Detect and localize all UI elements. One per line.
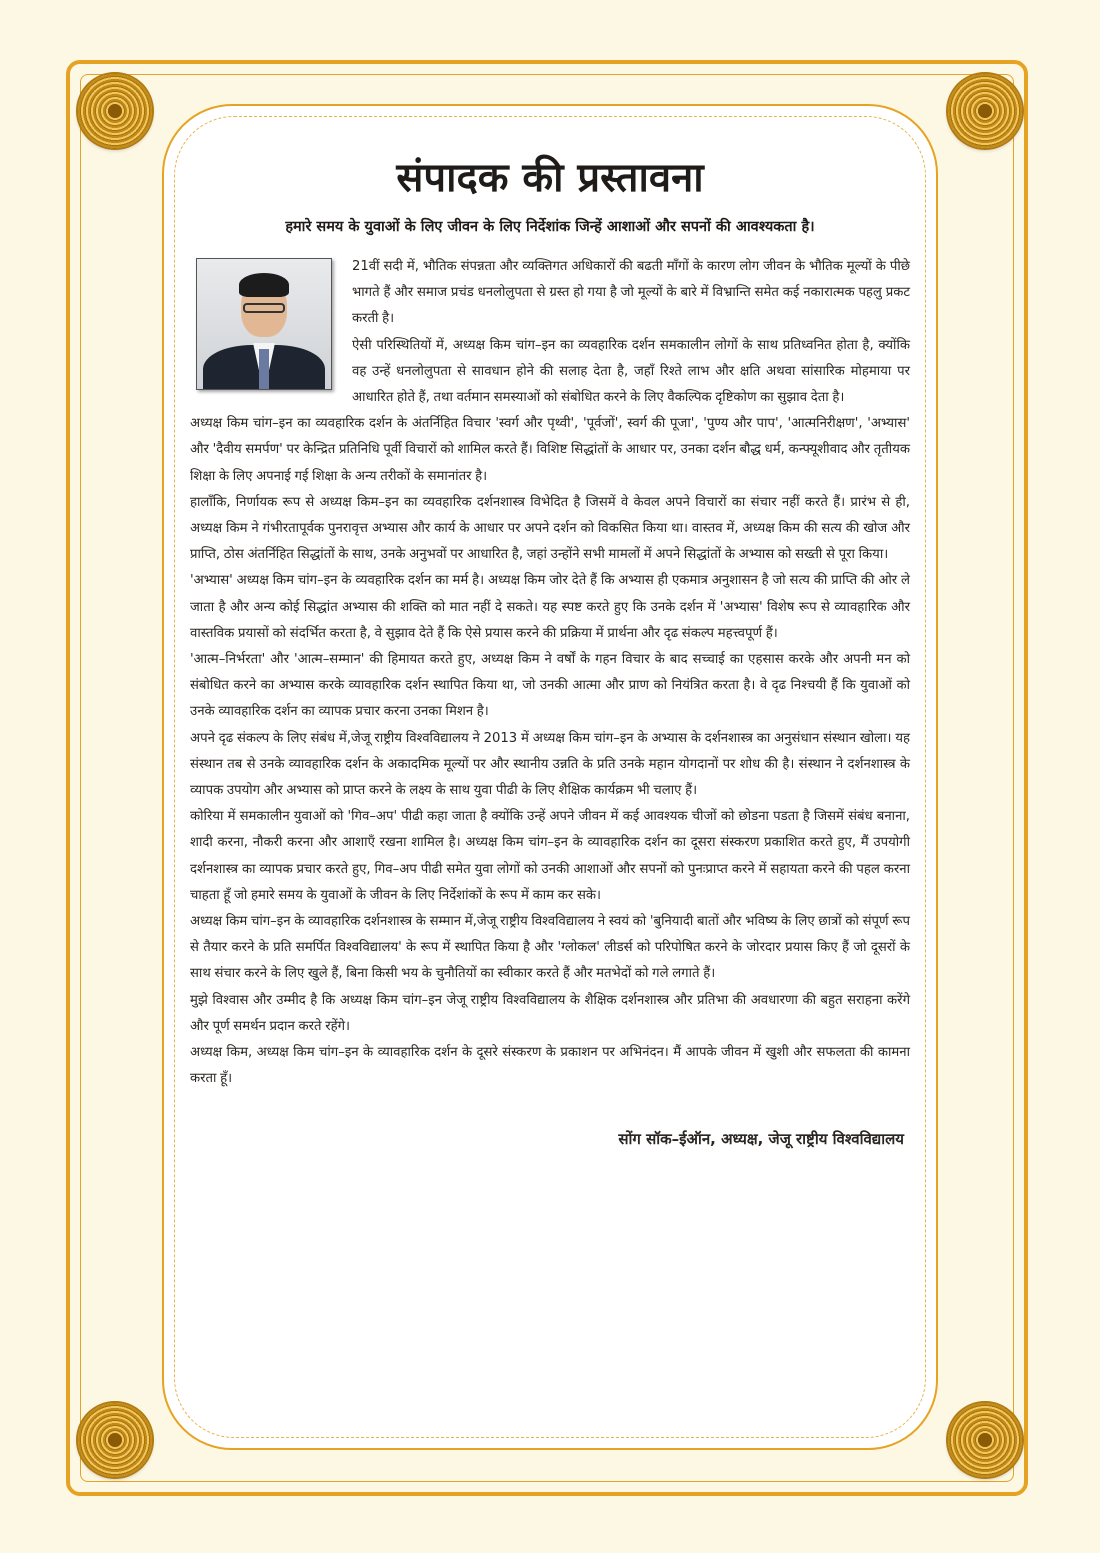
paragraph: अपने दृढ संकल्प के लिए संबंध में,जेजू राष्ट्रीय विश्वविद्यालय ने 2013 में अध्यक्ष किम चांग–इन के अभ्यास के दर्शनशास्त्र का अनुसंधान संस्थान खोला। यह संस्थान तब से उनके व्यावहारिक दर्शन के अकादमिक मूल्यों पर और स्थानीय उन्नति के प्रति उनके महान योगदानों पर शोध की है। संस्थान ने दर्शनशास्त्र के व्यापक उपयोग और अभ्यास को प्राप्त करने के लक्ष्य के साथ युवा पीढी के लिए शैक्षिक कार्यक्रम भी चलाए हैं। [190, 730, 910, 799]
corner-ornament-bottom-right [948, 1403, 1022, 1477]
signature: सोंग सॉक–ईऑन, अध्यक्ष, जेजू राष्ट्रीय विश्वविद्यालय [618, 1129, 904, 1148]
paragraph: मुझे विश्वास और उम्मीद है कि अध्यक्ष किम चांग–इन जेजू राष्ट्रीय विश्वविद्यालय के शैक्षिक दर्शनशास्त्र और प्रतिभा की अवधारणा की बहुत सराहना करेंगे और पूर्ण समर्थन प्रदान करते रहेंगे। [190, 992, 910, 1034]
corner-ornament-top-right [948, 74, 1022, 148]
portrait-glasses [243, 303, 285, 313]
page-title: संपादक की प्रस्तावना [396, 155, 704, 201]
paragraph: ऐसी परिस्थितियों में, अध्यक्ष किम चांग–इन का व्यवहारिक दर्शन समकालीन लोगों के साथ प्रतिध्वनित होता है, क्योंकि वह उन्हें धनलोलुपता से सावधान होने की सलाह देता है, जहाँ रिश्ते लाभ और क्षति अथवा सांसारिक मोहमाया पर आधारित होते हैं, तथा वर्तमान समस्याओं को संबोधित करने के लिए वैकल्पिक दृष्टिकोण का सुझाव देता है। [352, 337, 910, 406]
page-subtitle: हमारे समय के युवाओं के लिए जीवन के लिए निर्देशांक जिन्हें आशाओं और सपनों की आवश्यकता है। [285, 219, 815, 235]
paragraph: 21वीं सदी में, भौतिक संपन्नता और व्यक्तिगत अधिकारों की बढती माँगों के कारण लोग जीवन के भौतिक मूल्यों के पीछे भागते हैं और समाज प्रचंड धनलोलुपता से ग्रस्त हो गया है जो मूल्यों के बारे में विभ्रान्ति समेत कई नकारात्मक पहलु प्रकट करती है। [352, 259, 910, 327]
portrait-tie [259, 349, 269, 390]
document-content [190, 150, 910, 1151]
paragraph: हालाँकि, निर्णायक रूप से अध्यक्ष किम–इन का व्यवहारिक दर्शनशास्त्र विभेदित है जिसमें वे केवल अपने विचारों का संचार नहीं करते हैं। प्रारंभ से ही, अध्यक्ष किम ने गंभीरतापूर्वक पुनरावृत्त अभ्यास और कार्य के आधार पर अपने दर्शन को विकसित किया था। वास्तव में, अध्यक्ष किम की सत्य की खोज और प्राप्ति, ठोस अंतर्निहित सिद्धांतों के साथ, उनके अनुभवों पर आधारित है, जहां उन्होंने सभी मामलों में अपने सिद्धांतों के अभ्यास को सख्ती से पूरा किया। [190, 494, 910, 563]
paragraph: 'अभ्यास' अध्यक्ष किम चांग–इन के व्यवहारिक दर्शन का मर्म है। अध्यक्ष किम जोर देते हैं कि अभ्यास ही एकमात्र अनुशासन है जो सत्य की प्राप्ति की ओर ले जाता है और अन्य कोई सिद्धांत अभ्यास की शक्ति को मात नहीं दे सकते। यह स्पष्ट करते हुए कि उनके दर्शन में 'अभ्यास' विशेष रूप से व्यावहारिक और वास्तविक प्रयासों को संदर्भित करता है, वे सुझाव देते हैं कि ऐसे प्रयास करने की प्रक्रिया में प्रार्थना और दृढ संकल्प महत्त्वपूर्ण हैं। [190, 573, 910, 641]
paragraph: अध्यक्ष किम चांग–इन के व्यावहारिक दर्शनशास्त्र के सम्मान में,जेजू राष्ट्रीय विश्वविद्यालय ने स्वयं को 'बुनियादी बातों और भविष्य के लिए छात्रों को संपूर्ण रूप से तैयार करने के प्रति समर्पित विश्वविद्यालय' के रूप में स्थापित किया है और 'ग्लोकल' लीडर्स को परिपोषित करने के जोरदार प्रयास किए हैं जो दूसरों के साथ संचार करने के लिए खुले हैं, बिना किसी भय के चुनौतियों का स्वीकार करते हैं और मतभेदों को गले लगाते हैं। [190, 914, 910, 982]
body-text [190, 254, 910, 1093]
corner-ornament-top-left [78, 74, 152, 148]
portrait-photo [196, 258, 332, 390]
paragraph: अध्यक्ष किम चांग–इन का व्यवहारिक दर्शन के अंतर्निहित विचार 'स्वर्ग और पृथ्वी', 'पूर्वजों', स्वर्ग की पूजा', 'पुण्य और पाप', 'आत्मनिरीक्षण', 'अभ्यास' और 'दैवीय समर्पण' पर केन्द्रित प्रतिनिधि पूर्वी विचारों को शामिल करते हैं। विशिष्ट सिद्धांतों के आधार पर, उनका दर्शन बौद्ध धर्म, कन्फ्यूशीवाद और तृतीयक शिक्षा के लिए अपनाई गई शिक्षा के अन्य तरीकों के समानांतर है। [190, 416, 911, 484]
paragraph: 'आत्म–निर्भरता' और 'आत्म–सम्मान' की हिमायत करते हुए, अध्यक्ष किम ने वर्षों के गहन विचार के बाद सच्चाई का एहसास करके और अपनी मन को संबोधित करने का अभ्यास करके व्यावहारिक दर्शन स्थापित किया था, जो उनकी आत्मा और प्राण को नियंत्रित करता है। वे दृढ निश्चयी हैं कि युवाओं को उनके व्यावहारिक दर्शन का व्यापक प्रचार करना उनका मिशन है। [190, 652, 910, 720]
paragraph: अध्यक्ष किम, अध्यक्ष किम चांग–इन के व्यावहारिक दर्शन के दूसरे संस्करण के प्रकाशन पर अभिनंदन। मैं आपके जीवन में खुशी और सफलता की कामना करता हूँ। [190, 1045, 910, 1087]
paragraph: कोरिया में समकालीन युवाओं को 'गिव–अप' पीढी कहा जाता है क्योंकि उन्हें अपने जीवन में कई आवश्यक चीजों को छोडना पडता है जिसमें संबंध बनाना, शादी करना, नौकरी करना और आशाएँ रखना शामिल है। अध्यक्ष किम चांग–इन के व्यावहारिक दर्शन का दूसरा संस्करण प्रकाशित करते हुए, मैं उपयोगी दर्शनशास्त्र का व्यापक प्रचार करते हुए, गिव–अप पीढी समेत युवा लोगों को उनकी आशाओं और सपनों को पुनःप्राप्त करने में सहायता करने की पहल करना चाहता हूँ जो हमारे समय के युवाओं के जीवन के लिए निर्देशांकों के रूप में काम कर सके। [190, 809, 910, 903]
corner-ornament-bottom-left [78, 1403, 152, 1477]
portrait-hair [239, 273, 289, 297]
